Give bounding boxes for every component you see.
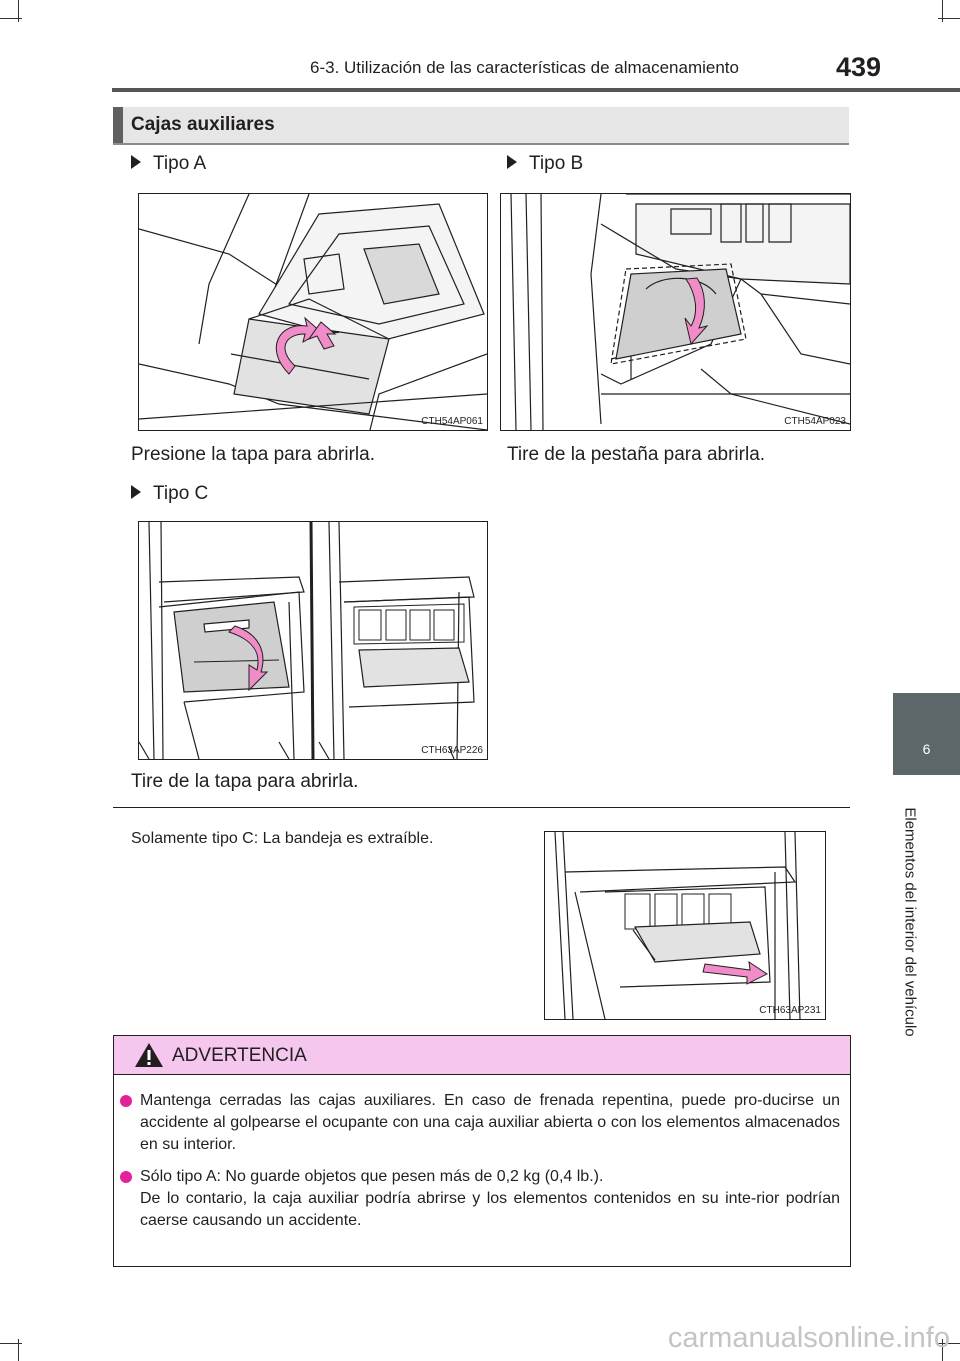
warning-item xyxy=(140,1166,840,1232)
figure-type-a xyxy=(138,193,488,431)
figure-removable-tray xyxy=(544,831,826,1020)
figure-code: CTH63AP231 xyxy=(759,1005,821,1016)
type-b-caption: Tire de la pestaña para abrirla. xyxy=(507,444,766,465)
triangle-bullet-icon xyxy=(131,155,141,169)
bullet-icon xyxy=(120,1171,132,1183)
chapter-title-vertical xyxy=(898,787,922,1057)
figure-type-c xyxy=(138,521,488,760)
watermark: carmanualsonline.info xyxy=(667,1322,950,1354)
warning-item-text: Sólo tipo A: No guarde objetos que pesen más de 0,2 kg (0,4 lb.). xyxy=(140,1168,604,1185)
warning-icon xyxy=(134,1042,164,1068)
section-title: Cajas auxiliares xyxy=(131,114,275,135)
warning-box xyxy=(113,1035,851,1267)
type-a-label-text: Tipo A xyxy=(153,153,207,174)
section-divider xyxy=(113,807,850,808)
type-c-illustration xyxy=(139,522,487,759)
bullet-icon xyxy=(120,1095,132,1107)
type-a-illustration xyxy=(139,194,487,430)
page-number: 439 xyxy=(836,52,882,82)
type-a-label xyxy=(131,153,206,175)
type-b-label-text: Tipo B xyxy=(529,153,584,174)
section-header xyxy=(113,107,849,145)
removable-tray-illustration xyxy=(545,832,825,1019)
removable-tray-note: Solamente tipo C: La bandeja es extraíble. xyxy=(131,830,434,847)
figure-code: CTH54AP023 xyxy=(784,416,846,427)
section-stripe xyxy=(113,107,123,143)
figure-type-b xyxy=(500,193,851,431)
figure-code: CTH63AP226 xyxy=(421,745,483,756)
crop-mark xyxy=(18,0,19,22)
chapter-title: Elementos del interior del vehículo xyxy=(901,807,919,1037)
header-title: 6-3. Utilización de las características de almacenamiento xyxy=(310,58,739,77)
warning-item xyxy=(140,1090,840,1156)
type-a-caption: Presione la tapa para abrirla. xyxy=(131,444,375,465)
triangle-bullet-icon xyxy=(131,485,141,499)
type-c-caption: Tire de la tapa para abrirla. xyxy=(131,771,359,792)
warning-item-continuation: De lo contario, la caja auxiliar podría abrirse y los elementos contenidos en su inte-rior podrían caerse causando un accidente. xyxy=(140,1190,840,1229)
type-b-illustration xyxy=(501,194,850,430)
triangle-bullet-icon xyxy=(507,155,517,169)
crop-mark xyxy=(942,0,943,22)
header-rule xyxy=(112,88,960,92)
crop-mark xyxy=(18,1339,19,1361)
type-c-label xyxy=(131,483,208,505)
warning-item-text: Mantenga cerradas las cajas auxiliares. En caso de frenada repentina, puede pro-ducirse un accidente al golpearse el ocupante con una caja auxiliar abierta o con los elementos almacenados en su interior. xyxy=(140,1092,840,1153)
figure-code: CTH54AP061 xyxy=(421,416,483,427)
type-b-label xyxy=(507,153,583,175)
chapter-number: 6 xyxy=(922,741,931,757)
chapter-tab xyxy=(893,693,960,775)
warning-title: ADVERTENCIA xyxy=(172,1045,307,1066)
type-c-label-text: Tipo C xyxy=(153,483,209,504)
warning-header xyxy=(114,1036,850,1075)
